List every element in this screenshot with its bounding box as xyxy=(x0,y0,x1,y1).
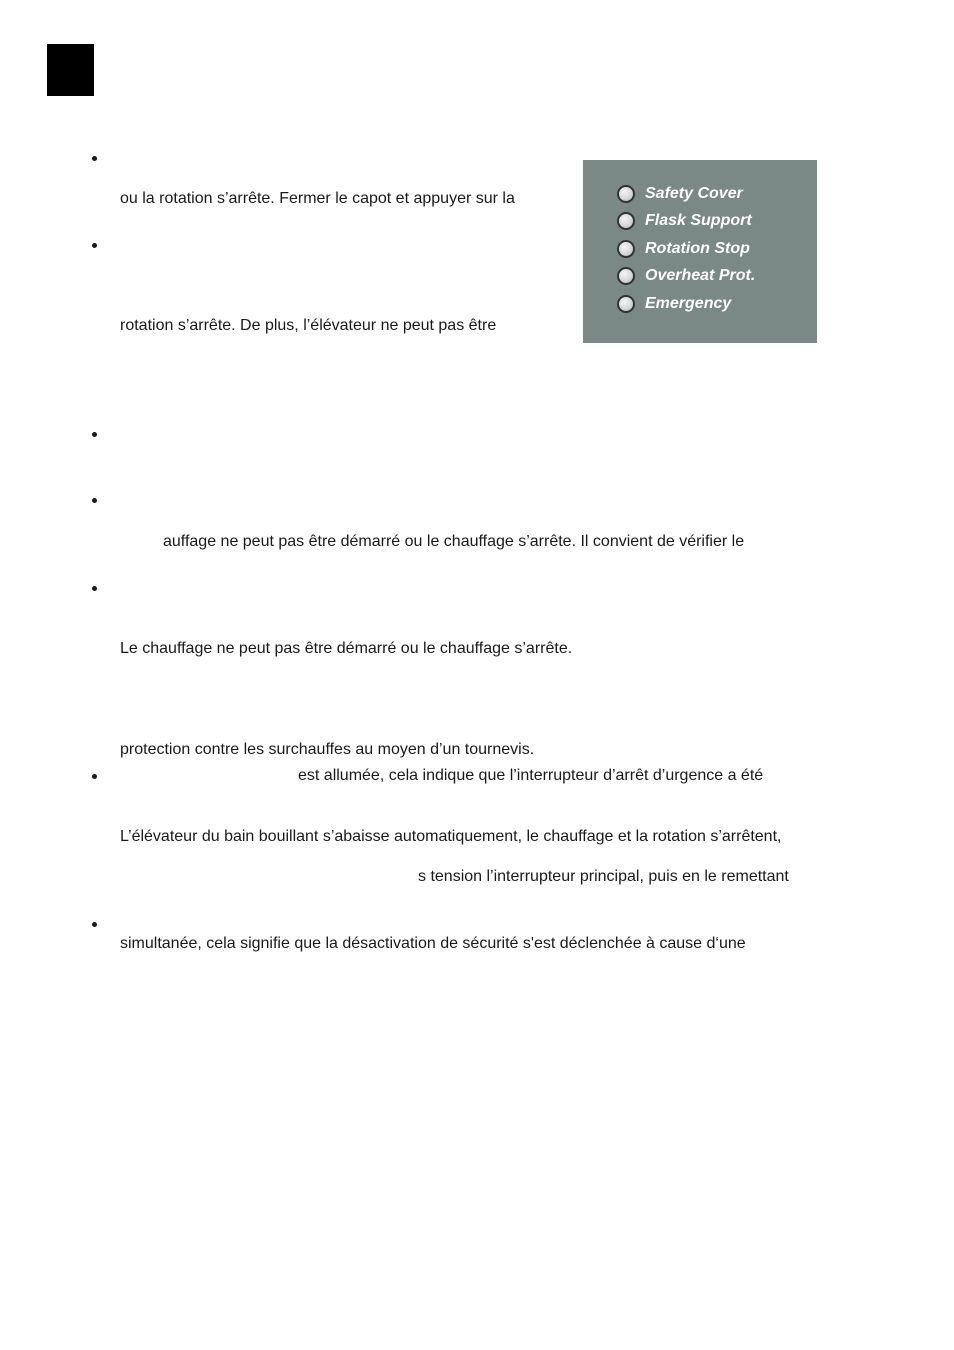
text-line: simultanée, cela signifie que la désactivation de sécurité s'est déclenchée à cause d‘une xyxy=(120,935,746,952)
text-line: auffage ne peut pas être démarré ou le chauffage s’arrête. Il convient de vérifier le xyxy=(163,533,745,550)
indicator-safety-cover xyxy=(617,182,743,206)
text-line: ou la rotation s’arrête. Fermer le capot et appuyer sur la xyxy=(120,190,515,207)
text-line: est allumée, cela indique que l’interrupteur d’arrêt d’urgence a été xyxy=(298,767,764,784)
indicator-panel xyxy=(583,160,817,343)
bullet-point xyxy=(90,772,100,782)
text-line: L’élévateur du bain bouillant s’abaisse automatiquement, le chauffage et la rotation s’arrêtent, xyxy=(120,828,782,845)
indicator-lamp-icon xyxy=(617,295,635,313)
bullet-point xyxy=(90,241,100,251)
indicator-lamp-icon xyxy=(617,185,635,203)
text-line: s tension l’interrupteur principal, puis en le remettant xyxy=(418,868,789,885)
indicator-emergency xyxy=(617,292,731,316)
indicator-label: Safety Cover xyxy=(645,185,743,202)
bullet-point xyxy=(90,496,100,506)
section-marker-block xyxy=(47,44,94,96)
indicator-label: Rotation Stop xyxy=(645,240,750,257)
text-line: Le chauffage ne peut pas être démarré ou le chauffage s’arrête. xyxy=(120,640,573,657)
bullet-point xyxy=(90,920,100,930)
indicator-flask-support xyxy=(617,209,752,233)
bullet-point xyxy=(90,584,100,594)
bullet-point xyxy=(90,154,100,164)
indicator-label: Emergency xyxy=(645,295,732,312)
indicator-label: Flask Support xyxy=(645,212,752,229)
indicator-lamp-icon xyxy=(617,240,635,258)
indicator-lamp-icon xyxy=(617,212,635,230)
text-line: protection contre les surchauffes au moyen d’un tournevis. xyxy=(120,741,535,758)
bullet-point xyxy=(90,430,100,440)
indicator-lamp-icon xyxy=(617,267,635,285)
indicator-label: Overheat Prot. xyxy=(645,267,756,284)
indicator-overheat-prot xyxy=(617,264,755,288)
text-line: rotation s’arrête. De plus, l’élévateur ne peut pas être xyxy=(120,317,497,334)
indicator-rotation-stop xyxy=(617,237,750,261)
